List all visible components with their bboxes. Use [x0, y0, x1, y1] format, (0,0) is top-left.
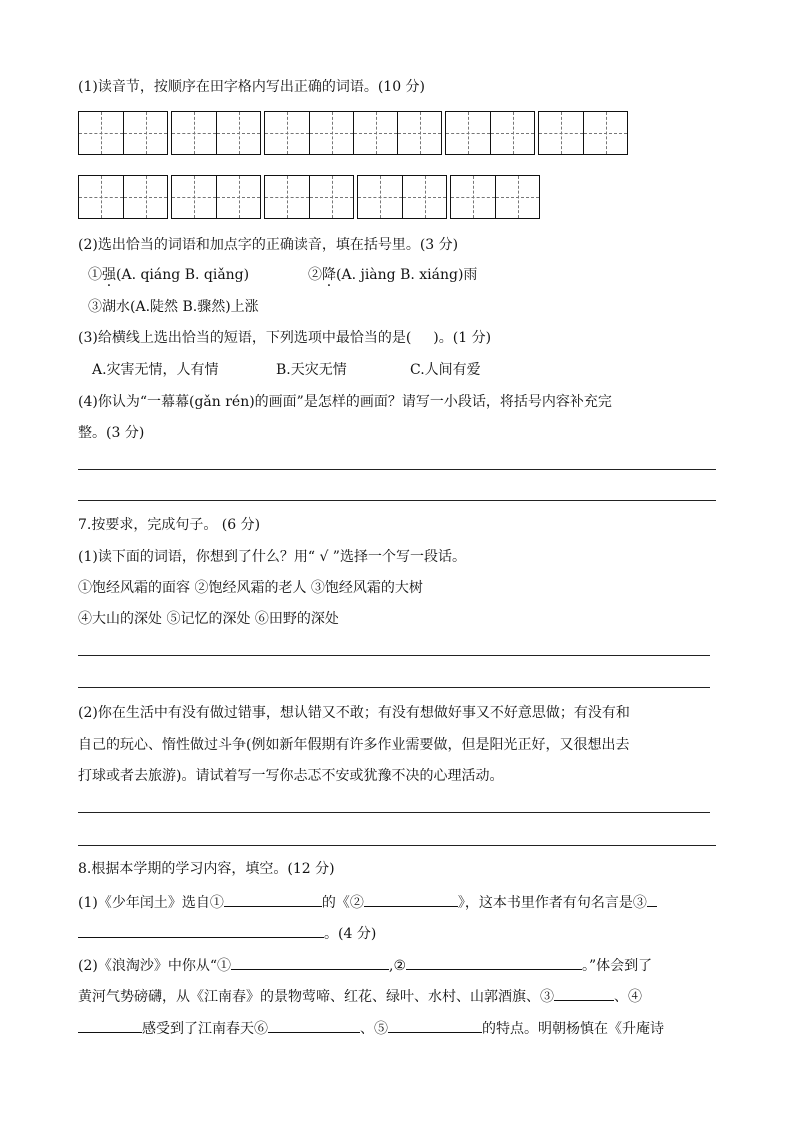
q7-part1-options-1: ①饱经风霜的面容 ②饱经风霜的老人 ③饱经风霜的大树: [78, 580, 423, 596]
answer-line[interactable]: [78, 687, 710, 688]
tianzige-word-5[interactable]: [538, 111, 628, 155]
q6-part4-instruction-line1: (4)你认为“一幕幕(gǎn rén)的画面”是怎样的画面？请写一小段话，将括号内容补充完: [78, 394, 612, 410]
tianzige-word-7[interactable]: [171, 175, 261, 219]
q6-part1-instruction: (1)读音节，按顺序在田字格内写出正确的词语。(10 分): [78, 79, 426, 95]
q6-part3-choice-a: A.灾害无情，人有情: [92, 362, 219, 378]
fill-blank[interactable]: [268, 1016, 360, 1033]
fill-blank[interactable]: [78, 1016, 142, 1033]
answer-line[interactable]: [78, 812, 710, 813]
fill-blank[interactable]: [406, 953, 582, 970]
q7-part1-options-2: ④大山的深处 ⑤记忆的深处 ⑥田野的深处: [78, 611, 339, 627]
tianzige-word-9[interactable]: [357, 175, 447, 219]
tianzige-word-3[interactable]: [264, 111, 442, 155]
answer-line[interactable]: [78, 655, 710, 656]
fill-blank[interactable]: [554, 984, 614, 1001]
q8-line5: 感受到了江南春天⑥ 、⑤ 的特点。明朝杨慎在《升庵诗: [78, 1016, 664, 1039]
fill-blank[interactable]: [388, 1016, 482, 1033]
answer-line[interactable]: [78, 469, 716, 470]
fill-blank[interactable]: [647, 890, 657, 907]
q6-part2-option-1: ①强(A. qiáng B. qiǎng): [88, 267, 250, 283]
q6-part2-option-3: ③湖水(A.陡然 B.骤然)上涨: [88, 299, 259, 315]
q6-part3-choice-b: B.天灾无情: [276, 362, 347, 378]
tianzige-word-8[interactable]: [264, 175, 354, 219]
q6-part2-option-2: ②降(A. jiàng B. xiáng)雨: [308, 267, 478, 283]
q7-part2-line2: 自己的玩心、惰性做过斗争(例如新年假期有许多作业需要做，但是阳光正好，又很想出去: [78, 737, 630, 753]
q7-part2-line3: 打球或者去旅游)。请试着写一写你忐忑不安或犹豫不决的心理活动。: [78, 768, 504, 784]
q8-line2: 。(4 分): [78, 921, 376, 944]
q8-line4: 黄河气势磅礴，从《江南春》的景物莺啼、红花、绿叶、水村、山郭酒旗、③ 、④: [78, 984, 642, 1007]
tianzige-word-6[interactable]: [78, 175, 168, 219]
fill-blank[interactable]: [224, 890, 322, 907]
q6-part2-instruction: (2)选出恰当的词语和加点字的正确读音，填在括号里。(3 分): [78, 237, 459, 253]
tianzige-row-2: [78, 175, 543, 219]
q8-line1: (1)《少年闰土》选自① 的《② 》，这本书里作者有句名言是③: [78, 890, 657, 913]
q8-line3: (2)《浪淘沙》中你从“① ,② 。”体会到了: [78, 953, 652, 976]
fill-blank[interactable]: [364, 890, 458, 907]
answer-line[interactable]: [78, 845, 716, 846]
q7-title: 7.按要求，完成句子。 (6 分): [78, 517, 261, 533]
tianzige-word-10[interactable]: [450, 175, 540, 219]
tianzige-row-1: [78, 111, 631, 155]
q6-part3-instruction: (3)给横线上选出恰当的短语，下列选项中最恰当的是( )。(1 分): [78, 330, 492, 346]
fill-blank[interactable]: [78, 921, 324, 938]
q8-title: 8.根据本学期的学习内容，填空。(12 分): [78, 861, 335, 877]
q7-part1-instruction: (1)读下面的词语，你想到了什么？用“ √ ”选择一个写一段话。: [78, 549, 466, 565]
q6-part4-instruction-line2: 整。(3 分): [78, 425, 145, 441]
tianzige-word-2[interactable]: [171, 111, 261, 155]
q7-part2-line1: (2)你在生活中有没有做过错事，想认错又不敢；有没有想做好事又不好意思做；有没有和: [78, 705, 630, 721]
tianzige-word-1[interactable]: [78, 111, 168, 155]
tianzige-word-4[interactable]: [445, 111, 535, 155]
answer-line[interactable]: [78, 500, 716, 501]
fill-blank[interactable]: [231, 953, 389, 970]
q6-part3-choice-c: C.人间有爱: [410, 362, 481, 378]
